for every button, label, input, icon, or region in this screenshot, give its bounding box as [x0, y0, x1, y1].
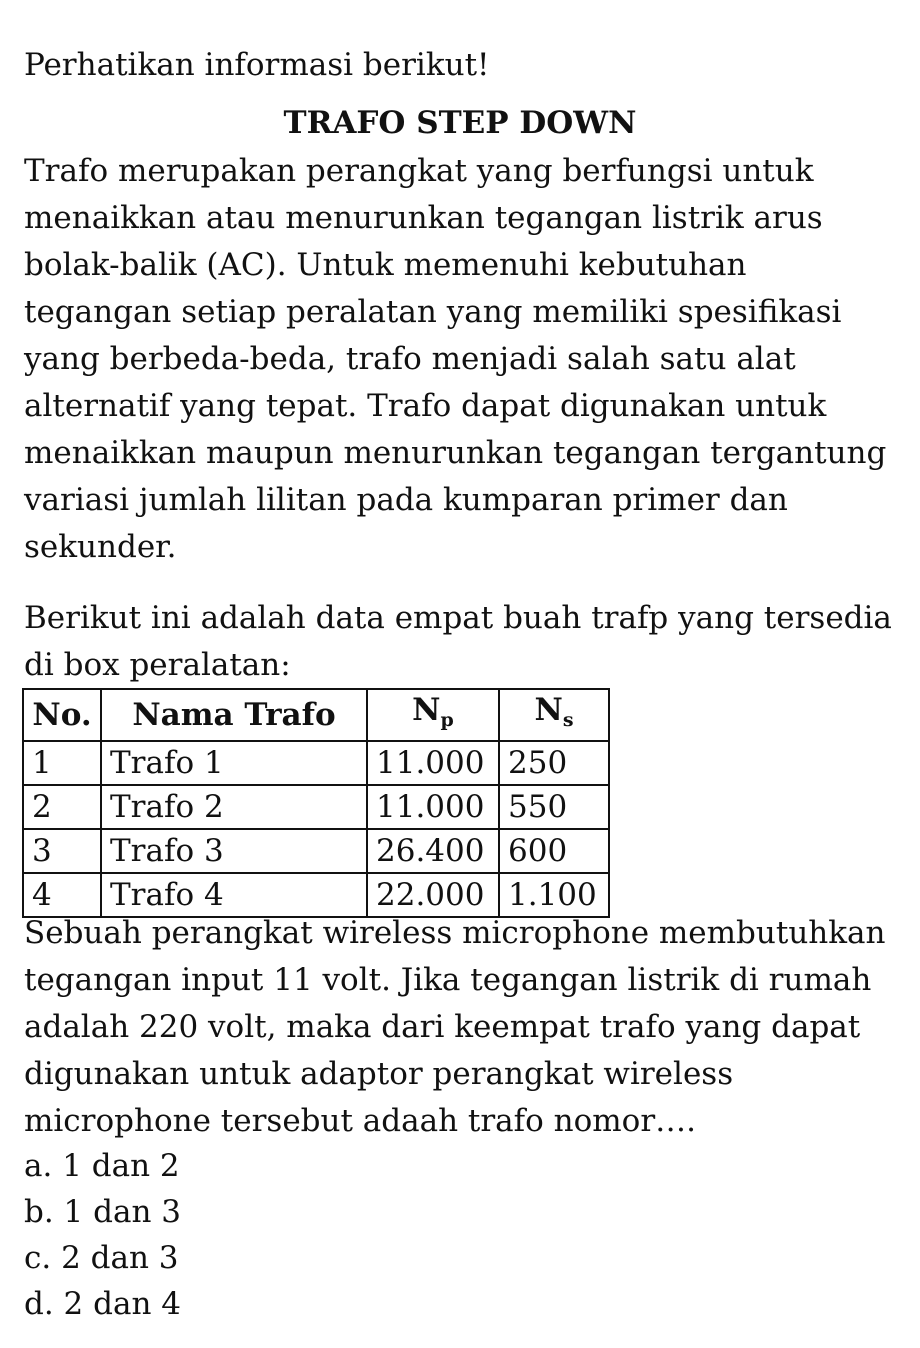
paragraph-description: [24, 148, 904, 571]
cell-ns: 1.100: [499, 873, 609, 917]
cell-ns: 250: [499, 741, 609, 785]
paragraph-line: alternatif yang tepat. Trafo dapat digunakan untuk: [24, 388, 827, 424]
cell-np: 11.000: [367, 785, 499, 829]
trafo-table: [22, 688, 610, 918]
cell-np: 22.000: [367, 873, 499, 917]
cell-no: 1: [23, 741, 101, 785]
cell-name: Trafo 4: [101, 873, 367, 917]
cell-name: Trafo 2: [101, 785, 367, 829]
table-row: [23, 829, 609, 873]
intro-text: Perhatikan informasi berikut!: [24, 47, 490, 83]
option-c: c. 2 dan 3: [24, 1240, 179, 1276]
cell-name: Trafo 3: [101, 829, 367, 873]
cell-no: 3: [23, 829, 101, 873]
paragraph-table-intro: [24, 595, 904, 689]
header-ns-sub: s: [562, 709, 574, 731]
cell-ns: 600: [499, 829, 609, 873]
cell-no: 4: [23, 873, 101, 917]
paragraph-line: di box peralatan:: [24, 647, 291, 683]
header-ns: [499, 689, 609, 741]
header-ns-base: N: [534, 692, 563, 728]
option-b: b. 1 dan 3: [24, 1194, 181, 1230]
paragraph-line: sekunder.: [24, 529, 177, 565]
table-row: [23, 785, 609, 829]
cell-ns: 550: [499, 785, 609, 829]
header-np-base: N: [412, 692, 441, 728]
header-name: Nama Trafo: [101, 689, 367, 741]
cell-np: 11.000: [367, 741, 499, 785]
paragraph-line: variasi jumlah lilitan pada kumparan primer dan: [24, 482, 788, 518]
paragraph-line: adalah 220 volt, maka dari keempat trafo yang dapat: [24, 1009, 861, 1045]
option-d: d. 2 dan 4: [24, 1286, 181, 1322]
table-row: [23, 741, 609, 785]
answer-options: [24, 1143, 181, 1327]
header-no: No.: [23, 689, 101, 741]
cell-name: Trafo 1: [101, 741, 367, 785]
cell-np: 26.400: [367, 829, 499, 873]
paragraph-line: Trafo merupakan perangkat yang berfungsi untuk: [24, 153, 814, 189]
paragraph-line: Berikut ini adalah data empat buah trafp yang tersedia: [24, 600, 892, 636]
paragraph-line: tegangan setiap peralatan yang memiliki spesifikasi: [24, 294, 842, 330]
paragraph-line: yang berbeda-beda, trafo menjadi salah satu alat: [24, 341, 796, 377]
table-header-row: [23, 689, 609, 741]
paragraph-line: digunakan untuk adaptor perangkat wireless: [24, 1056, 734, 1092]
option-a: a. 1 dan 2: [24, 1148, 180, 1184]
cell-no: 2: [23, 785, 101, 829]
header-np-sub: p: [440, 709, 454, 731]
paragraph-question: [24, 910, 904, 1145]
paragraph-line: microphone tersebut adaah trafo nomor….: [24, 1103, 697, 1139]
page-title: TRAFO STEP DOWN: [283, 105, 637, 141]
paragraph-line: Sebuah perangkat wireless microphone membutuhkan: [24, 915, 886, 951]
paragraph-line: bolak-balik (AC). Untuk memenuhi kebutuhan: [24, 247, 747, 283]
paragraph-line: menaikkan atau menurunkan tegangan listrik arus: [24, 200, 823, 236]
header-np: [367, 689, 499, 741]
paragraph-line: tegangan input 11 volt. Jika tegangan listrik di rumah: [24, 962, 872, 998]
paragraph-line: menaikkan maupun menurunkan tegangan tergantung: [24, 435, 887, 471]
